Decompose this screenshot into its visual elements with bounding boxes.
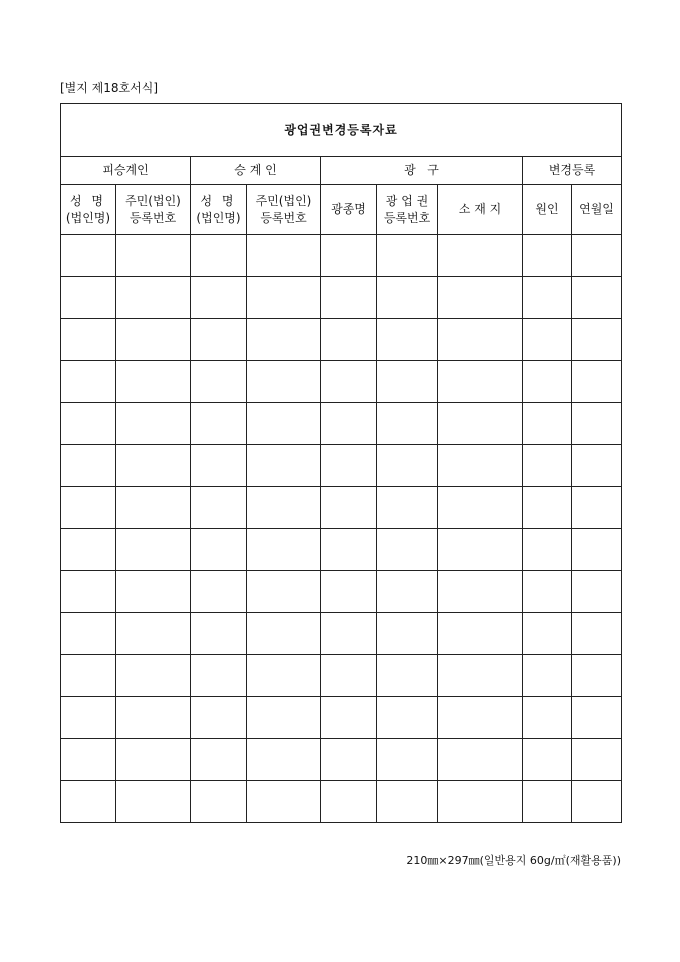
table-cell[interactable] <box>321 697 377 739</box>
paper-spec-footnote: 210㎜×297㎜(일반용지 60g/㎡(재활용품)) <box>406 854 621 867</box>
table-cell[interactable] <box>116 277 191 319</box>
table-cell[interactable] <box>572 235 622 277</box>
table-cell[interactable] <box>116 361 191 403</box>
table-cell[interactable] <box>61 781 116 823</box>
table-cell[interactable] <box>61 445 116 487</box>
table-cell[interactable] <box>247 697 321 739</box>
table-cell[interactable] <box>523 655 572 697</box>
table-cell[interactable] <box>191 739 247 781</box>
table-cell[interactable] <box>438 571 523 613</box>
table-cell[interactable] <box>247 277 321 319</box>
table-cell[interactable] <box>247 781 321 823</box>
table-cell[interactable] <box>438 277 523 319</box>
table-cell[interactable] <box>116 319 191 361</box>
table-cell[interactable] <box>377 277 438 319</box>
table-cell[interactable] <box>523 739 572 781</box>
table-cell[interactable] <box>321 445 377 487</box>
table-cell[interactable] <box>321 277 377 319</box>
table-cell[interactable] <box>523 361 572 403</box>
table-cell[interactable] <box>572 613 622 655</box>
table-cell[interactable] <box>572 571 622 613</box>
col-succ-name <box>191 185 247 235</box>
table-cell[interactable] <box>321 781 377 823</box>
table-row <box>61 571 622 613</box>
table-cell[interactable] <box>377 445 438 487</box>
table-cell[interactable] <box>191 319 247 361</box>
table-cell[interactable] <box>61 487 116 529</box>
table-cell[interactable] <box>572 697 622 739</box>
table-cell[interactable] <box>321 403 377 445</box>
table-cell[interactable] <box>61 697 116 739</box>
table-cell[interactable] <box>116 655 191 697</box>
table-cell[interactable] <box>438 445 523 487</box>
table-cell[interactable] <box>247 235 321 277</box>
table-row <box>61 403 622 445</box>
group-change: 변경등록 <box>523 157 622 185</box>
table-cell[interactable] <box>523 781 572 823</box>
col-succ-id <box>247 185 321 235</box>
table-row <box>61 655 622 697</box>
table-cell[interactable] <box>191 571 247 613</box>
table-cell[interactable] <box>377 613 438 655</box>
table-cell[interactable] <box>61 571 116 613</box>
table-cell[interactable] <box>572 277 622 319</box>
table-cell[interactable] <box>377 235 438 277</box>
col-pred-name-line1: 성 명 <box>70 193 106 208</box>
table-cell[interactable] <box>247 613 321 655</box>
form-number: [별지 제18호서식] <box>60 81 158 95</box>
table-cell[interactable] <box>377 403 438 445</box>
table-cell[interactable] <box>247 529 321 571</box>
table-row <box>61 697 622 739</box>
table-row <box>61 277 622 319</box>
table-row <box>61 235 622 277</box>
table-cell[interactable] <box>61 529 116 571</box>
table-cell[interactable] <box>116 529 191 571</box>
table-cell[interactable] <box>438 319 523 361</box>
table-cell[interactable] <box>247 571 321 613</box>
table-cell[interactable] <box>438 403 523 445</box>
table-cell[interactable] <box>438 781 523 823</box>
table-row <box>61 613 622 655</box>
table-cell[interactable] <box>116 781 191 823</box>
table-cell[interactable] <box>116 445 191 487</box>
table-cell[interactable] <box>572 487 622 529</box>
table-cell[interactable] <box>247 319 321 361</box>
col-succ-id-line1: 주민(법인) <box>255 193 312 208</box>
table-cell[interactable] <box>191 361 247 403</box>
table-cell[interactable] <box>116 403 191 445</box>
table-row <box>61 445 622 487</box>
group-mine <box>321 157 523 185</box>
col-succ-name-line1: 성 명 <box>200 193 237 208</box>
table-cell[interactable] <box>247 361 321 403</box>
group-mine-label: 광 구 <box>404 163 439 177</box>
col-date: 연월일 <box>572 185 622 235</box>
table-cell[interactable] <box>321 487 377 529</box>
table-cell[interactable] <box>523 235 572 277</box>
table-cell[interactable] <box>523 571 572 613</box>
col-reason: 원인 <box>523 185 572 235</box>
table-cell[interactable] <box>377 739 438 781</box>
group-successor: 승 계 인 <box>191 157 321 185</box>
table-cell[interactable] <box>523 319 572 361</box>
table-cell[interactable] <box>572 529 622 571</box>
table-cell[interactable] <box>247 739 321 781</box>
table-cell[interactable] <box>61 235 116 277</box>
table-cell[interactable] <box>438 697 523 739</box>
registration-table <box>60 103 622 823</box>
table-row <box>61 739 622 781</box>
table-cell[interactable] <box>61 655 116 697</box>
col-reg-no-line2: 등록번호 <box>383 210 431 225</box>
table-cell[interactable] <box>116 235 191 277</box>
table-cell[interactable] <box>191 487 247 529</box>
col-pred-id-line2: 등록번호 <box>129 210 177 225</box>
table-cell[interactable] <box>61 403 116 445</box>
table-cell[interactable] <box>61 613 116 655</box>
table-cell[interactable] <box>572 319 622 361</box>
table-cell[interactable] <box>191 445 247 487</box>
table-cell[interactable] <box>247 487 321 529</box>
table-cell[interactable] <box>377 697 438 739</box>
col-reg-no-line1: 광 업 권 <box>385 193 429 208</box>
col-succ-name-line2: (법인명) <box>196 210 241 225</box>
table-cell[interactable] <box>321 655 377 697</box>
table-cell[interactable] <box>377 487 438 529</box>
table-cell[interactable] <box>438 529 523 571</box>
table-cell[interactable] <box>61 319 116 361</box>
table-cell[interactable] <box>116 613 191 655</box>
table-cell[interactable] <box>321 529 377 571</box>
table-cell[interactable] <box>572 781 622 823</box>
table-cell[interactable] <box>61 739 116 781</box>
table-cell[interactable] <box>321 571 377 613</box>
table-cell[interactable] <box>572 403 622 445</box>
table-cell[interactable] <box>377 655 438 697</box>
table-row <box>61 781 622 823</box>
table-cell[interactable] <box>377 361 438 403</box>
table-cell[interactable] <box>191 235 247 277</box>
data-rows <box>61 235 622 823</box>
table-row <box>61 487 622 529</box>
table-cell[interactable] <box>247 403 321 445</box>
table-cell[interactable] <box>377 319 438 361</box>
table-cell[interactable] <box>438 655 523 697</box>
table-cell[interactable] <box>191 655 247 697</box>
group-predecessor: 피승계인 <box>61 157 191 185</box>
table-cell[interactable] <box>247 445 321 487</box>
table-cell[interactable] <box>116 571 191 613</box>
col-reg-no <box>377 185 438 235</box>
col-mineral: 광종명 <box>321 185 377 235</box>
table-cell[interactable] <box>572 739 622 781</box>
table-cell[interactable] <box>191 403 247 445</box>
table-cell[interactable] <box>438 235 523 277</box>
col-pred-id <box>116 185 191 235</box>
table-cell[interactable] <box>523 445 572 487</box>
table-cell[interactable] <box>191 697 247 739</box>
col-location: 소 재 지 <box>438 185 523 235</box>
table-cell[interactable] <box>572 655 622 697</box>
table-row <box>61 529 622 571</box>
table-cell[interactable] <box>61 361 116 403</box>
table-cell[interactable] <box>61 277 116 319</box>
table-row <box>61 361 622 403</box>
table-cell[interactable] <box>116 697 191 739</box>
table-cell[interactable] <box>247 655 321 697</box>
table-cell[interactable] <box>523 529 572 571</box>
table-cell[interactable] <box>116 487 191 529</box>
form-title: 광업권변경등록자료 <box>61 104 622 157</box>
table-row <box>61 319 622 361</box>
col-pred-name-line2: (법인명) <box>65 210 111 225</box>
table-cell[interactable] <box>321 361 377 403</box>
table-cell[interactable] <box>191 613 247 655</box>
col-succ-id-line2: 등록번호 <box>260 210 307 225</box>
table-cell[interactable] <box>191 529 247 571</box>
table-cell[interactable] <box>377 529 438 571</box>
table-cell[interactable] <box>523 697 572 739</box>
table-cell[interactable] <box>321 739 377 781</box>
col-pred-name <box>61 185 116 235</box>
table-cell[interactable] <box>321 613 377 655</box>
table-cell[interactable] <box>572 361 622 403</box>
table-cell[interactable] <box>523 613 572 655</box>
table-cell[interactable] <box>523 277 572 319</box>
table-cell[interactable] <box>191 277 247 319</box>
table-cell[interactable] <box>523 487 572 529</box>
table-cell[interactable] <box>321 235 377 277</box>
table-cell[interactable] <box>377 781 438 823</box>
table-cell[interactable] <box>572 445 622 487</box>
table-cell[interactable] <box>438 361 523 403</box>
table-cell[interactable] <box>438 739 523 781</box>
table-cell[interactable] <box>523 403 572 445</box>
table-cell[interactable] <box>438 487 523 529</box>
table-cell[interactable] <box>438 613 523 655</box>
table-cell[interactable] <box>377 571 438 613</box>
table-cell[interactable] <box>116 739 191 781</box>
table-cell[interactable] <box>191 781 247 823</box>
table-cell[interactable] <box>321 319 377 361</box>
col-pred-id-line1: 주민(법인) <box>125 193 181 208</box>
